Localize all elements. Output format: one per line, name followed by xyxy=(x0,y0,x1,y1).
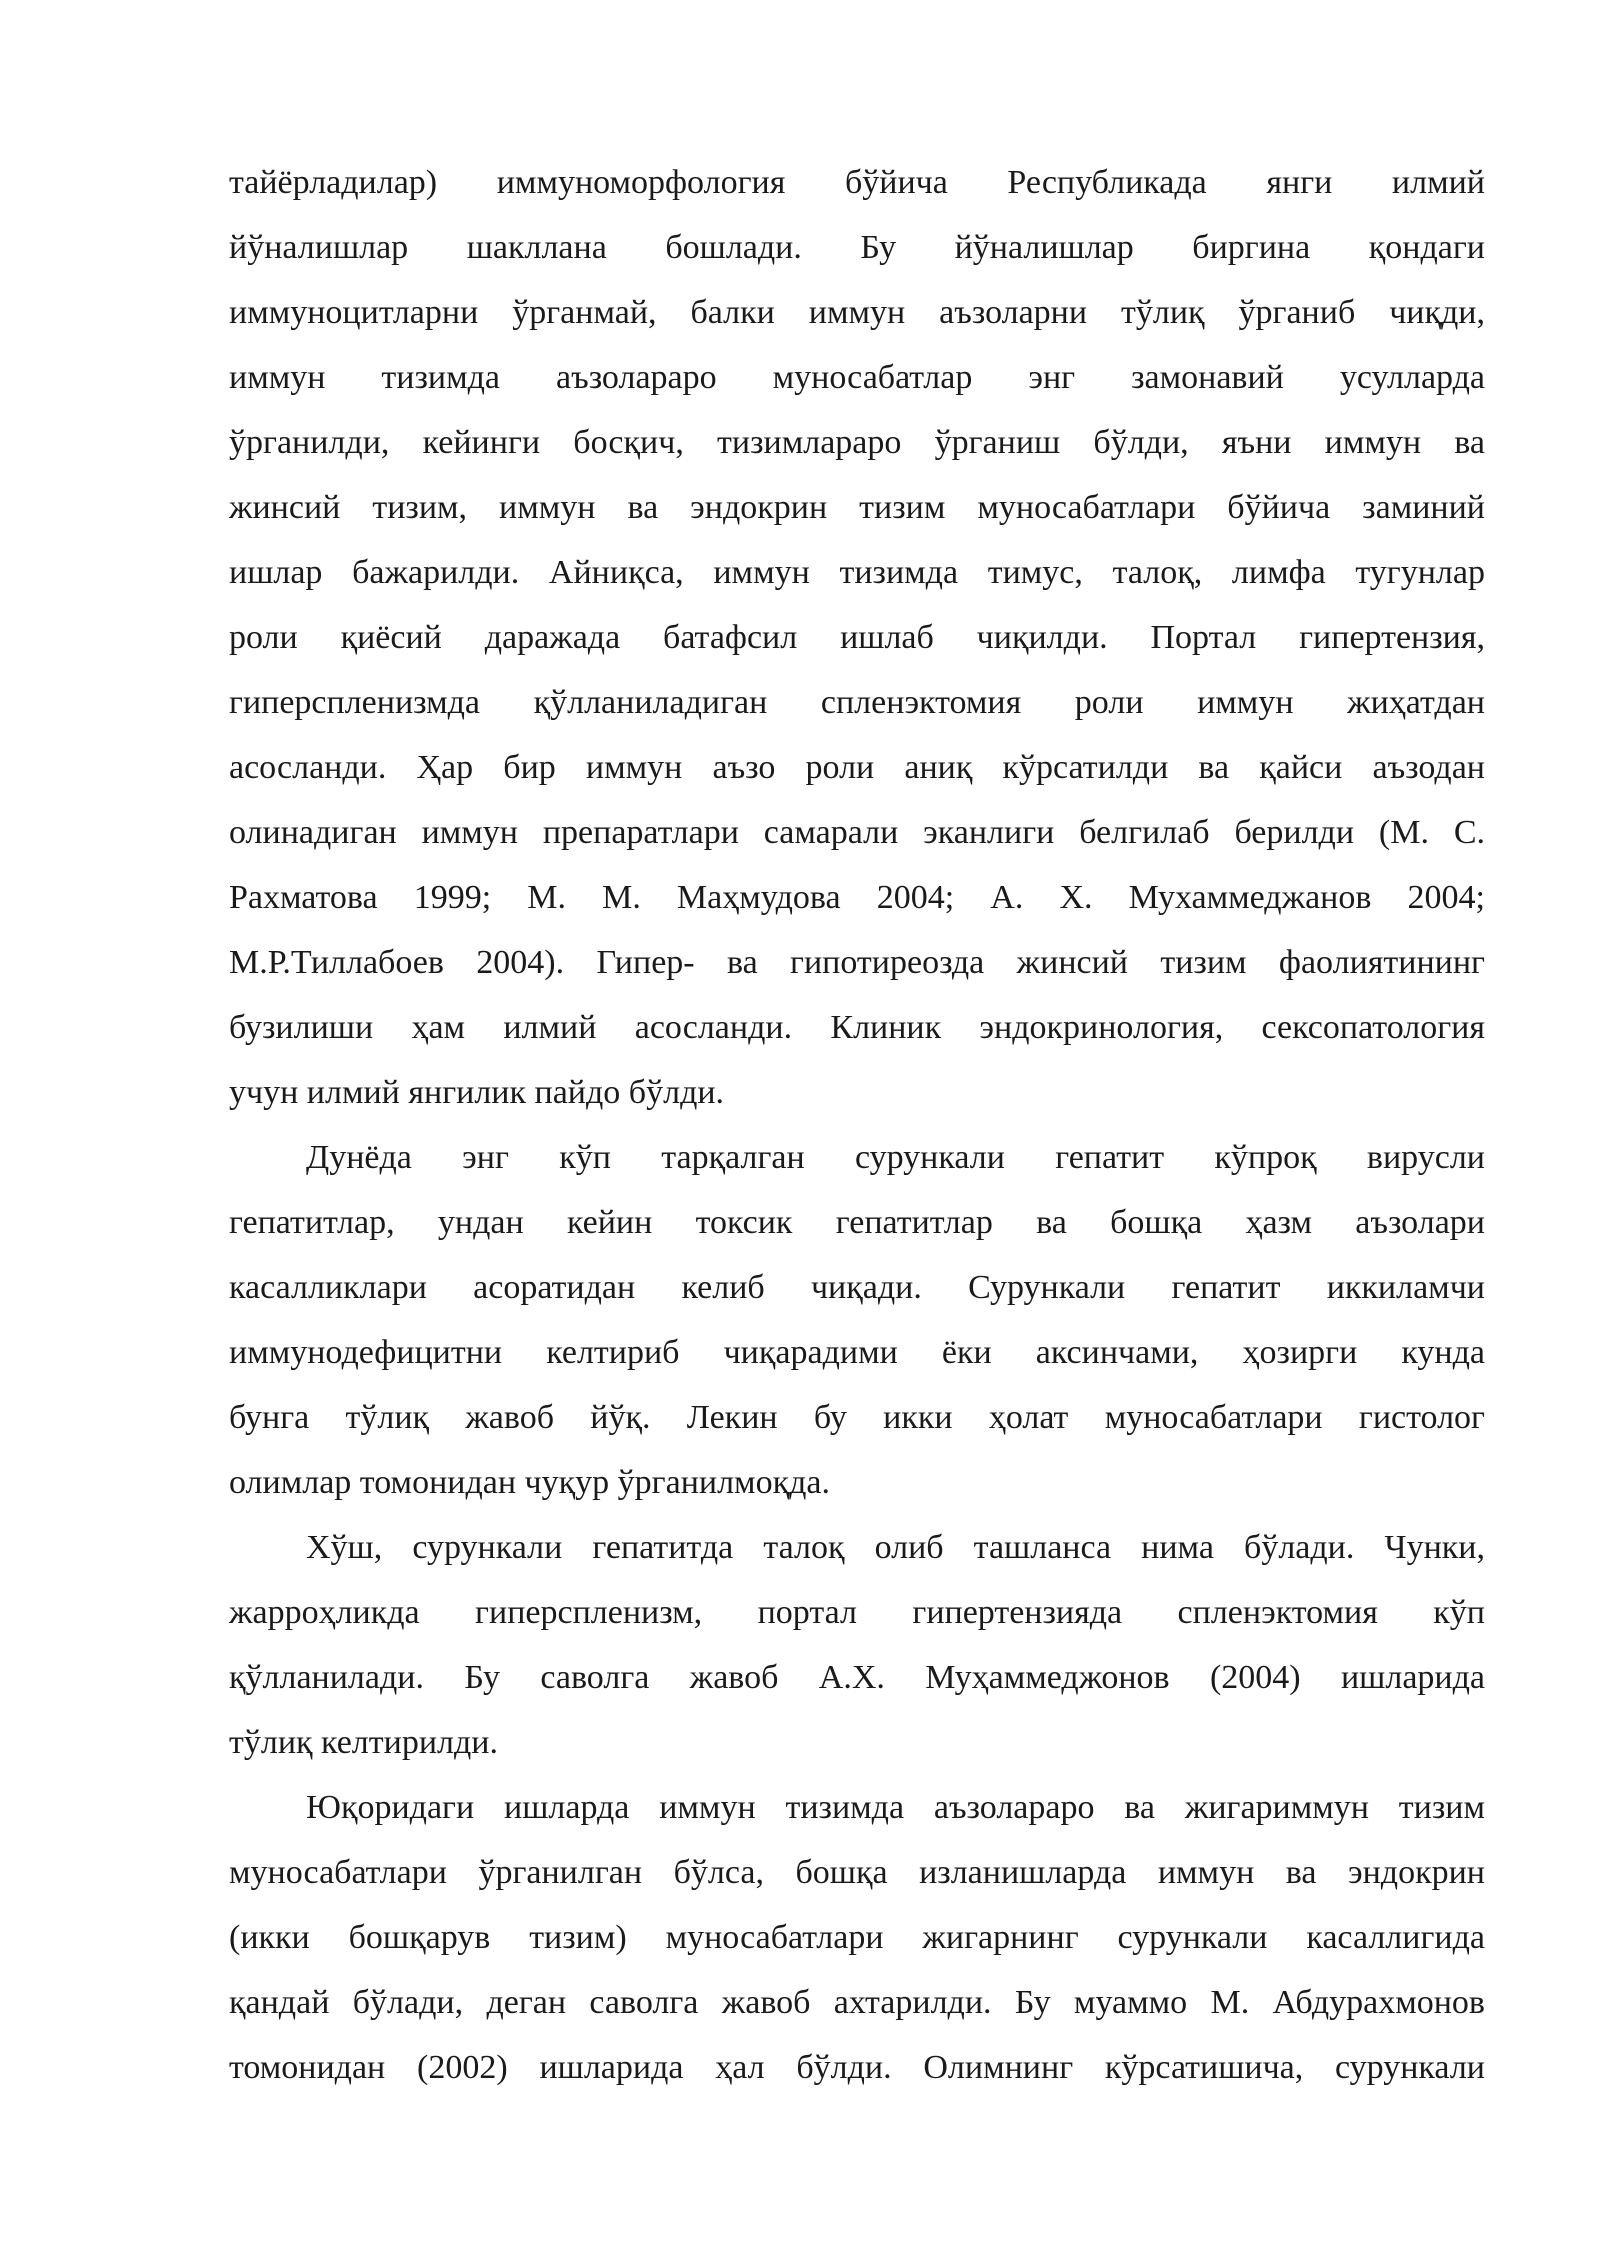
text-line: учун илмий янгилик пайдо бўлди. xyxy=(229,1074,725,1111)
text-line: ўрганилди, кейинги босқич, тизимлараро ўрганиш бўлди, яъни иммун ва xyxy=(229,424,1485,461)
text-line: олимлар томонидан чуқур ўрганилмоқда. xyxy=(229,1464,830,1501)
text-line: Рахматова 1999; М. М. Маҳмудова 2004; А. Х. Мухаммеджанов 2004; xyxy=(229,879,1485,916)
text-line: касалликлари асоратидан келиб чиқади. Сурункали гепатит иккиламчи xyxy=(229,1269,1485,1306)
text-line: (икки бошқарув тизим) муносабатлари жигарнинг сурункали касаллигида xyxy=(229,1919,1485,1956)
text-line: Хўш, сурункали гепатитда талоқ олиб ташланса нима бўлади. Чунки, xyxy=(306,1529,1485,1566)
text-line: ишлар бажарилди. Айниқса, иммун тизимда тимус, талоқ, лимфа тугунлар xyxy=(229,554,1485,591)
text-line: роли қиёсий даражада батафсил ишлаб чиқилди. Портал гипертензия, xyxy=(229,619,1485,656)
text-line: олинадиган иммун препаратлари самарали эканлиги белгилаб берилди (М. С. xyxy=(229,814,1485,851)
text-line: бунга тўлиқ жавоб йўқ. Лекин бу икки ҳолат муносабатлари гистолог xyxy=(229,1399,1485,1436)
text-line: томонидан (2002) ишларида ҳал бўлди. Олимнинг кўрсатишича, сурункали xyxy=(229,2049,1485,2086)
text-line: қўлланилади. Бу саволга жавоб А.Х. Муҳаммеджонов (2004) ишларида xyxy=(229,1659,1485,1696)
text-line: муносабатлари ўрганилган бўлса, бошқа изланишларда иммун ва эндокрин xyxy=(229,1854,1485,1891)
text-line: М.Р.Тиллабоев 2004). Гипер- ва гипотиреозда жинсий тизим фаолиятининг xyxy=(229,944,1485,981)
text-line: иммуноцитларни ўрганмай, балки иммун аъзоларни тўлиқ ўрганиб чиқди, xyxy=(229,294,1485,331)
text-line: жарроҳликда гиперспленизм, портал гипертензияда спленэктомия кўп xyxy=(229,1594,1485,1631)
text-line: гепатитлар, ундан кейин токсик гепатитлар ва бошқа ҳазм аъзолари xyxy=(229,1204,1485,1241)
text-line: Юқоридаги ишларда иммун тизимда аъзолараро ва жигариммун тизим xyxy=(306,1789,1485,1826)
document-body xyxy=(229,150,1485,2100)
text-line: гиперспленизмда қўлланиладиган спленэктомия роли иммун жиҳатдан xyxy=(229,684,1485,721)
text-line: бузилиши ҳам илмий асосланди. Клиник эндокринология, сексопатология xyxy=(229,1009,1485,1046)
text-line: асосланди. Ҳар бир иммун аъзо роли аниқ кўрсатилди ва қайси аъзодан xyxy=(229,749,1485,786)
text-line: тўлиқ келтирилди. xyxy=(229,1724,498,1761)
text-line: иммун тизимда аъзолараро муносабатлар энг замонавий усулларда xyxy=(229,359,1485,396)
text-line: тайёрладилар) иммуноморфология бўйича Республикада янги илмий xyxy=(229,164,1485,201)
text-line: қандай бўлади, деган саволга жавоб ахтарилди. Бу муаммо М. Абдурахмонов xyxy=(229,1984,1485,2021)
text-line: Дунёда энг кўп тарқалган сурункали гепатит кўпроқ вирусли xyxy=(306,1139,1485,1176)
text-line: жинсий тизим, иммун ва эндокрин тизим муносабатлари бўйича заминий xyxy=(229,489,1485,526)
text-line: йўналишлар шакллана бошлади. Бу йўналишлар биргина қондаги xyxy=(229,229,1485,266)
text-line: иммунодефицитни келтириб чиқарадими ёки аксинчами, ҳозирги кунда xyxy=(229,1334,1485,1371)
